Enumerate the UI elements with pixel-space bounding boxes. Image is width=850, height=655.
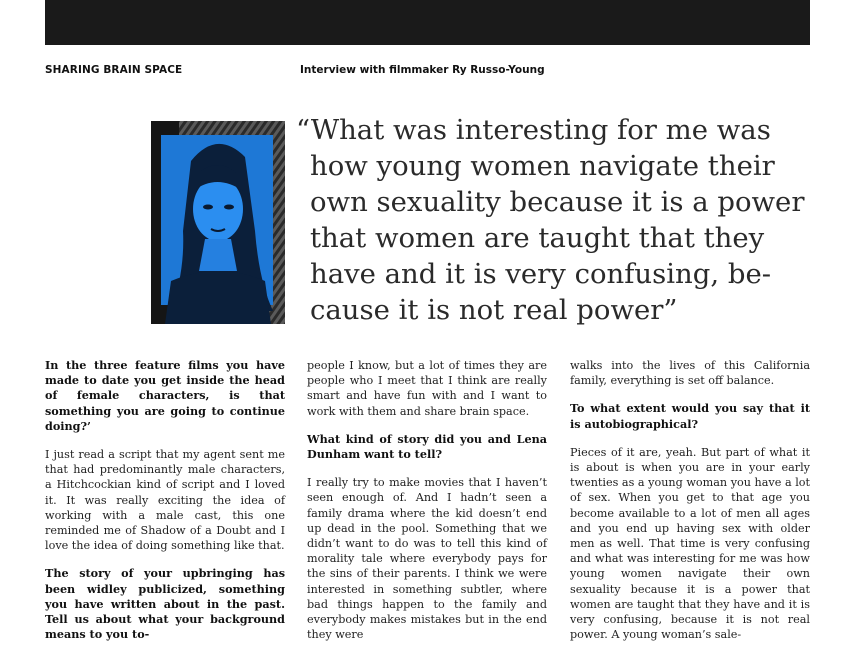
interview-answer: people I know, but a lot of times they are people who I meet that I think are really smart and have fun with and I want to work with them and share brain space.: [307, 359, 547, 418]
section-title: SHARING BRAIN SPACE: [45, 64, 183, 76]
interview-question: What kind of story did you and Lena Dunham want to tell?: [307, 431, 547, 462]
interview-question: To what extent would you say that it is autobiographical?: [570, 401, 810, 431]
article-subtitle: Interview with filmmaker Ry Russo-Young: [300, 64, 545, 76]
interview-answer: I really try to make movies that I haven’t seen enough of. And I hadn’t seen a family drama where the kid doesn’t end up dead in the pool. Something that we didn’t want to do was to tell this kind of morality tale where everybody pays for the sins of their parents. I think we were interested in something subtler, where bad things happen to the family and everybody makes mistakes but in the end they were: [307, 476, 547, 642]
portrait-photo: [151, 121, 285, 324]
text-column-3: [570, 358, 810, 655]
pull-quote-line: “What was interesting for me was: [296, 114, 771, 146]
pull-quote-line: that women are taught that they: [310, 222, 765, 254]
interview-question: In the three feature films you have made to date you get inside the head of female characters, is that something you are going to continue doing?’: [45, 358, 285, 433]
text-column-1: [45, 358, 285, 655]
pull-quote-line: have and it is very confusing, be-: [310, 258, 772, 290]
top-banner-bar: [45, 0, 810, 45]
pull-quote-line: how young women navigate their: [310, 150, 775, 182]
interview-question: The story of your upbringing has been widley publicized, something you have written about in the past. Tell us about what your background means to you to-: [45, 566, 285, 642]
pull-quote-line: own sexuality because it is a power: [310, 186, 805, 218]
interview-answer: Pieces of it are, yeah. But part of what it is about is when you are in your early twenties as a young woman you have a lot of sex. When you get to that age you become available to a lot of men all ages and you end up having sex with older men as well. That time is very confusing and what was interesting for me was how young women navigate their own sexuality because it is a power that women are taught that they have and it is very confusing, because it is not real power. A young woman’s sale-: [570, 445, 810, 642]
pull-quote: [296, 112, 816, 328]
interview-answer: walks into the lives of this California family, everything is set off balance.: [570, 359, 810, 388]
portrait-illustration: [151, 121, 285, 324]
interview-answer: I just read a script that my agent sent me that had predominantly male characters, a Hitchcockian kind of script and I loved it. It was really exciting the idea of working with a male cast, this one reminded me of Shadow of a Doubt and I love the idea of doing something like that.: [45, 448, 285, 553]
pull-quote-line: cause it is not real power”: [310, 294, 678, 326]
text-column-2: [307, 358, 547, 655]
